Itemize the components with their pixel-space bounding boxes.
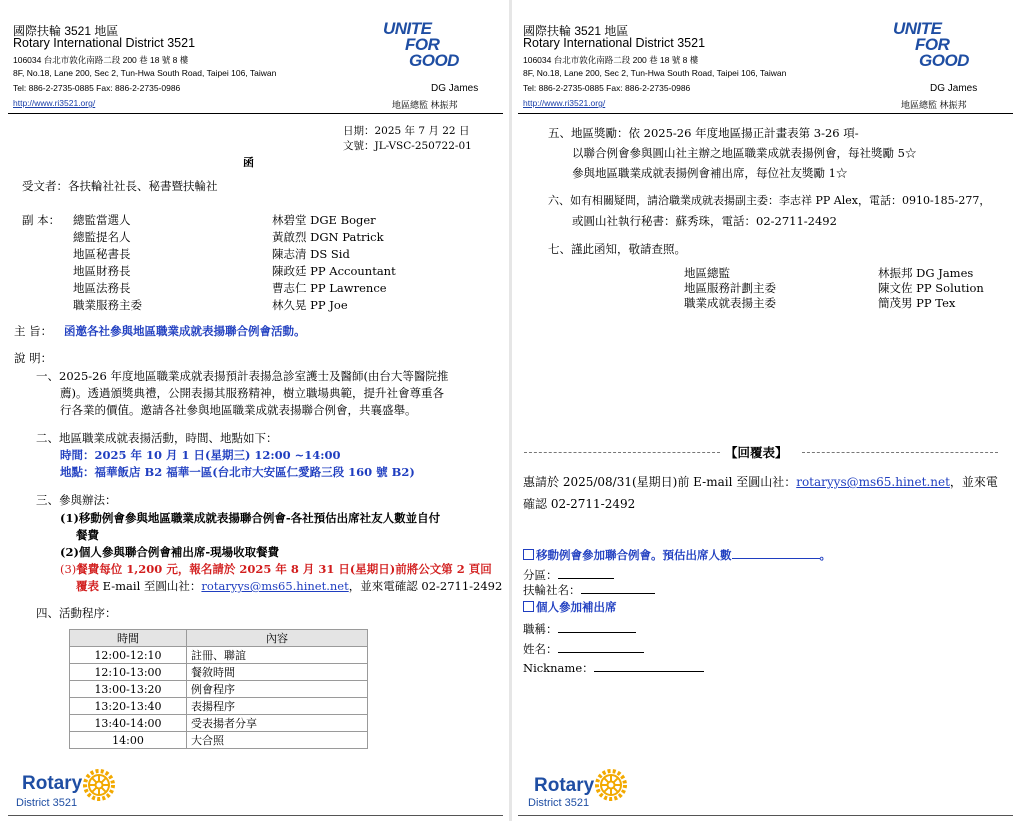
item4-title: 四、活動程序： bbox=[36, 606, 117, 620]
program-time: 14:00 bbox=[70, 732, 187, 749]
logo-line-good: GOOD bbox=[919, 51, 969, 70]
reply-instruction-line2: 確認 02-2711-2492 bbox=[523, 497, 636, 511]
name-field-label: 姓名： bbox=[523, 642, 558, 656]
title-input[interactable] bbox=[558, 620, 636, 633]
nickname-field-label: Nickname： bbox=[523, 661, 594, 675]
district-field-label: 分區： bbox=[523, 568, 558, 582]
program-item: 註冊、聯誼 bbox=[187, 647, 368, 664]
rotary-wordmark: Rotary bbox=[22, 773, 83, 794]
logo-line-for: FOR bbox=[405, 35, 440, 54]
rotary-wheel-icon bbox=[82, 768, 116, 802]
cc-name: 陳政廷 PP Accountant bbox=[272, 264, 396, 278]
logo-line-unite: UNITE bbox=[893, 19, 942, 38]
district-name-en: Rotary International District 3521 bbox=[13, 36, 196, 50]
program-time: 13:00-13:20 bbox=[70, 681, 187, 698]
program-table bbox=[69, 629, 368, 749]
program-time: 12:00-12:10 bbox=[70, 647, 187, 664]
district-name-cn: 國際扶輪 3521 地區 bbox=[523, 24, 629, 38]
option-joint-meeting-end: 。 bbox=[819, 548, 831, 562]
item5-line1: 五、地區獎勵：依 2025-26 年度地區揚正計畫表第 3-26 項- bbox=[548, 126, 859, 140]
reply-instruction-a: 惠請於 2025/08/31(星期日)前 E-mail 至圓山社： bbox=[523, 475, 797, 489]
letter-date: 日期：2025 年 7 月 22 日 bbox=[343, 125, 470, 137]
website-link[interactable]: http://www.ri3521.org/ bbox=[523, 98, 606, 108]
program-time: 12:10-13:00 bbox=[70, 664, 187, 681]
item3-sub1-line2: 餐費 bbox=[76, 528, 99, 542]
name-field bbox=[523, 640, 644, 657]
program-header-content: 內容 bbox=[187, 630, 368, 647]
dg-name-cn: 地區總監 林振邦 bbox=[392, 100, 458, 110]
letter-page-2 bbox=[512, 0, 1021, 821]
program-item: 大合照 bbox=[187, 732, 368, 749]
footer-rule bbox=[518, 815, 1013, 816]
address-en: 8F, No.18, Lane 200, Sec 2, Tun-Hwa South Road, Taipei 106, Taiwan bbox=[13, 68, 277, 78]
district-name-en: Rotary International District 3521 bbox=[523, 36, 706, 50]
rotary-district: District 3521 bbox=[16, 797, 78, 809]
item3-sub2: (2)個人參與聯合例會補出席-現場收取餐費 bbox=[60, 545, 280, 559]
logo-line-for: FOR bbox=[915, 35, 950, 54]
subject-text: 函邀各社參與地區職業成就表揚聯合例會活動。 bbox=[64, 324, 306, 338]
cc-name: 林久晃 PP Joe bbox=[272, 298, 348, 312]
nickname-input[interactable] bbox=[594, 659, 704, 672]
header-rule bbox=[8, 113, 503, 114]
cc-role: 地區財務長 bbox=[73, 264, 131, 278]
recipient-line: 受文者：各扶輪社社長、秘書暨扶輪社 bbox=[22, 179, 218, 193]
tel-fax: Tel: 886-2-2735-0885 Fax: 886-2-2735-0986 bbox=[13, 83, 181, 93]
item1-line3: 行各業的價值。邀請各社參與地區職業成就表揚聯合例會，共襄盛舉。 bbox=[60, 403, 417, 417]
unite-for-good-logo bbox=[383, 21, 459, 69]
item5-line2: 以聯合例會參與圓山社主辦之地區職業成就表揚例會，每社獎勵 5☆ bbox=[572, 146, 917, 160]
cc-name: 林碧堂 DGE Boger bbox=[272, 213, 376, 227]
letter-doc-no: 文號：JL-VSC-250722-01 bbox=[343, 140, 472, 152]
signer-name: 簡茂男 PP Tex bbox=[878, 296, 956, 310]
nickname-field bbox=[523, 659, 704, 676]
doc-type: 函 bbox=[243, 156, 254, 169]
signer-name: 陳文佐 PP Solution bbox=[878, 281, 984, 295]
program-time: 13:40-14:00 bbox=[70, 715, 187, 732]
program-item: 例會程序 bbox=[187, 681, 368, 698]
cc-role: 總監提名人 bbox=[73, 230, 131, 244]
dg-name-cn: 地區總監 林振邦 bbox=[901, 100, 967, 110]
letter-page-1 bbox=[0, 0, 509, 821]
program-item: 表揚程序 bbox=[187, 698, 368, 715]
option-make-up-label: 個人參加補出席 bbox=[536, 600, 617, 614]
rotary-wordmark: Rotary bbox=[534, 775, 595, 796]
title-field-label: 職稱： bbox=[523, 622, 558, 636]
item1-line2: 薦)。透過頒獎典禮，公開表揚其服務精神，樹立職場典範，提升社會尊重各 bbox=[60, 386, 444, 400]
reply-instruction-b: ，並來電 bbox=[949, 475, 998, 489]
cc-role: 總監當選人 bbox=[73, 213, 131, 227]
table-row bbox=[70, 698, 368, 715]
explain-label: 說 明： bbox=[14, 351, 53, 365]
unite-for-good-logo bbox=[893, 21, 969, 69]
rotary-wheel-icon bbox=[594, 768, 628, 802]
option-joint-meeting-label: 移動例會參加聯合例會。預估出席人數 bbox=[536, 548, 732, 562]
signer-role: 地區服務計劃主委 bbox=[684, 281, 776, 295]
reply-divider-right bbox=[802, 452, 998, 453]
reply-email-link[interactable]: rotaryys@ms65.hinet.net bbox=[796, 475, 950, 489]
signer-role: 地區總監 bbox=[684, 266, 730, 280]
reply-form-title: 【回覆表】 bbox=[725, 445, 788, 460]
title-field bbox=[523, 620, 636, 637]
item6-line1: 六、如有相關疑問，請洽職業成就表揚副主委：李志祥 PP Alex，電話：0910-185-277， bbox=[548, 194, 991, 207]
attendance-count-field[interactable] bbox=[732, 546, 820, 559]
email-link[interactable]: rotaryys@ms65.hinet.net bbox=[201, 579, 349, 593]
event-place: 地點：福華飯店 B2 福華一區(台北市大安區仁愛路三段 160 號 B2) bbox=[60, 465, 415, 479]
phone-confirm: ，並來電確認 02-2711-2492 bbox=[348, 579, 503, 593]
item3-sub3-line2 bbox=[76, 578, 502, 594]
club-input[interactable] bbox=[581, 581, 655, 594]
logo-line-good: GOOD bbox=[409, 51, 459, 70]
cc-label: 副 本： bbox=[22, 213, 61, 227]
subject-label: 主 旨： bbox=[14, 324, 53, 338]
item3-title: 三、參與辦法： bbox=[36, 493, 117, 507]
item6-line2: 或圓山社執行秘書：蘇秀珠，電話：02-2711-2492 bbox=[572, 214, 837, 228]
cc-role: 地區法務長 bbox=[73, 281, 131, 295]
item3-sub3-line1 bbox=[60, 561, 492, 577]
logo-line-unite: UNITE bbox=[383, 19, 432, 38]
item1-line1: 一、2025-26 年度地區職業成就表揚預計表揚急診室護士及醫師(由台大等醫院推 bbox=[36, 369, 449, 383]
footer-rule bbox=[8, 815, 503, 816]
table-row bbox=[70, 664, 368, 681]
table-row bbox=[70, 715, 368, 732]
fee-notice-end: 覆表 bbox=[76, 579, 99, 593]
dg-name-en: DG James bbox=[930, 83, 978, 94]
signer-role: 職業成就表揚主委 bbox=[684, 296, 776, 310]
header-rule bbox=[518, 113, 1013, 114]
event-time: 時間：2025 年 10 月 1 日(星期三) 12:00 ~14:00 bbox=[60, 448, 341, 462]
program-header-row bbox=[70, 630, 368, 647]
club-field-label: 扶輪社名： bbox=[523, 583, 581, 597]
item3-sub1-line1: (1)移動例會參與地區職業成就表揚聯合例會-各社預估出席社友人數並自付 bbox=[60, 511, 441, 525]
website-link[interactable]: http://www.ri3521.org/ bbox=[13, 98, 96, 108]
dg-name-en: DG James bbox=[431, 83, 479, 94]
item2-title: 二、地區職業成就表揚活動，時間、地點如下： bbox=[36, 431, 278, 445]
table-row bbox=[70, 732, 368, 749]
district-input[interactable] bbox=[558, 566, 614, 579]
option-joint-meeting[interactable] bbox=[523, 546, 831, 563]
signer-name: 林振邦 DG James bbox=[878, 266, 974, 280]
reply-instruction-line1 bbox=[523, 474, 998, 490]
make-up-checkbox[interactable] bbox=[523, 601, 534, 612]
reply-divider-left bbox=[524, 452, 720, 453]
program-time: 13:20-13:40 bbox=[70, 698, 187, 715]
rotary-district: District 3521 bbox=[528, 797, 590, 809]
fee-notice: 餐費每位 1,200 元，報名請於 2025 年 8 月 31 日(星期日)前將公文第 2 頁回 bbox=[76, 562, 492, 576]
address-cn: 106034 台北市敦化南路二段 200 巷 18 號 8 樓 bbox=[13, 55, 189, 65]
program-item: 受表揚者分享 bbox=[187, 715, 368, 732]
cc-name: 曹志仁 PP Lawrence bbox=[272, 281, 387, 295]
table-row bbox=[70, 647, 368, 664]
program-item: 餐敘時間 bbox=[187, 664, 368, 681]
email-instruction: E-mail 至圓山社： bbox=[99, 579, 202, 593]
club-field bbox=[523, 581, 655, 598]
joint-meeting-checkbox[interactable] bbox=[523, 549, 534, 560]
option-make-up[interactable] bbox=[523, 599, 617, 615]
cc-name: 黃啟烈 DGN Patrick bbox=[272, 230, 384, 244]
address-en: 8F, No.18, Lane 200, Sec 2, Tun-Hwa South Road, Taipei 106, Taiwan bbox=[523, 68, 787, 78]
cc-name: 陳志清 DS Sid bbox=[272, 247, 350, 261]
table-row bbox=[70, 681, 368, 698]
name-input[interactable] bbox=[558, 640, 644, 653]
district-name-cn: 國際扶輪 3521 地區 bbox=[13, 24, 119, 38]
item5-line3: 參與地區職業成就表揚例會補出席，每位社友獎勵 1☆ bbox=[572, 166, 848, 180]
cc-role: 地區秘書長 bbox=[73, 247, 131, 261]
cc-role: 職業服務主委 bbox=[73, 298, 142, 312]
address-cn: 106034 台北市敦化南路二段 200 巷 18 號 8 樓 bbox=[523, 55, 699, 65]
item7: 七、謹此函知，敬請查照。 bbox=[548, 242, 686, 256]
program-header-time: 時間 bbox=[70, 630, 187, 647]
tel-fax: Tel: 886-2-2735-0885 Fax: 886-2-2735-0986 bbox=[523, 83, 691, 93]
item3-sub3-prefix: (3) bbox=[60, 562, 77, 576]
